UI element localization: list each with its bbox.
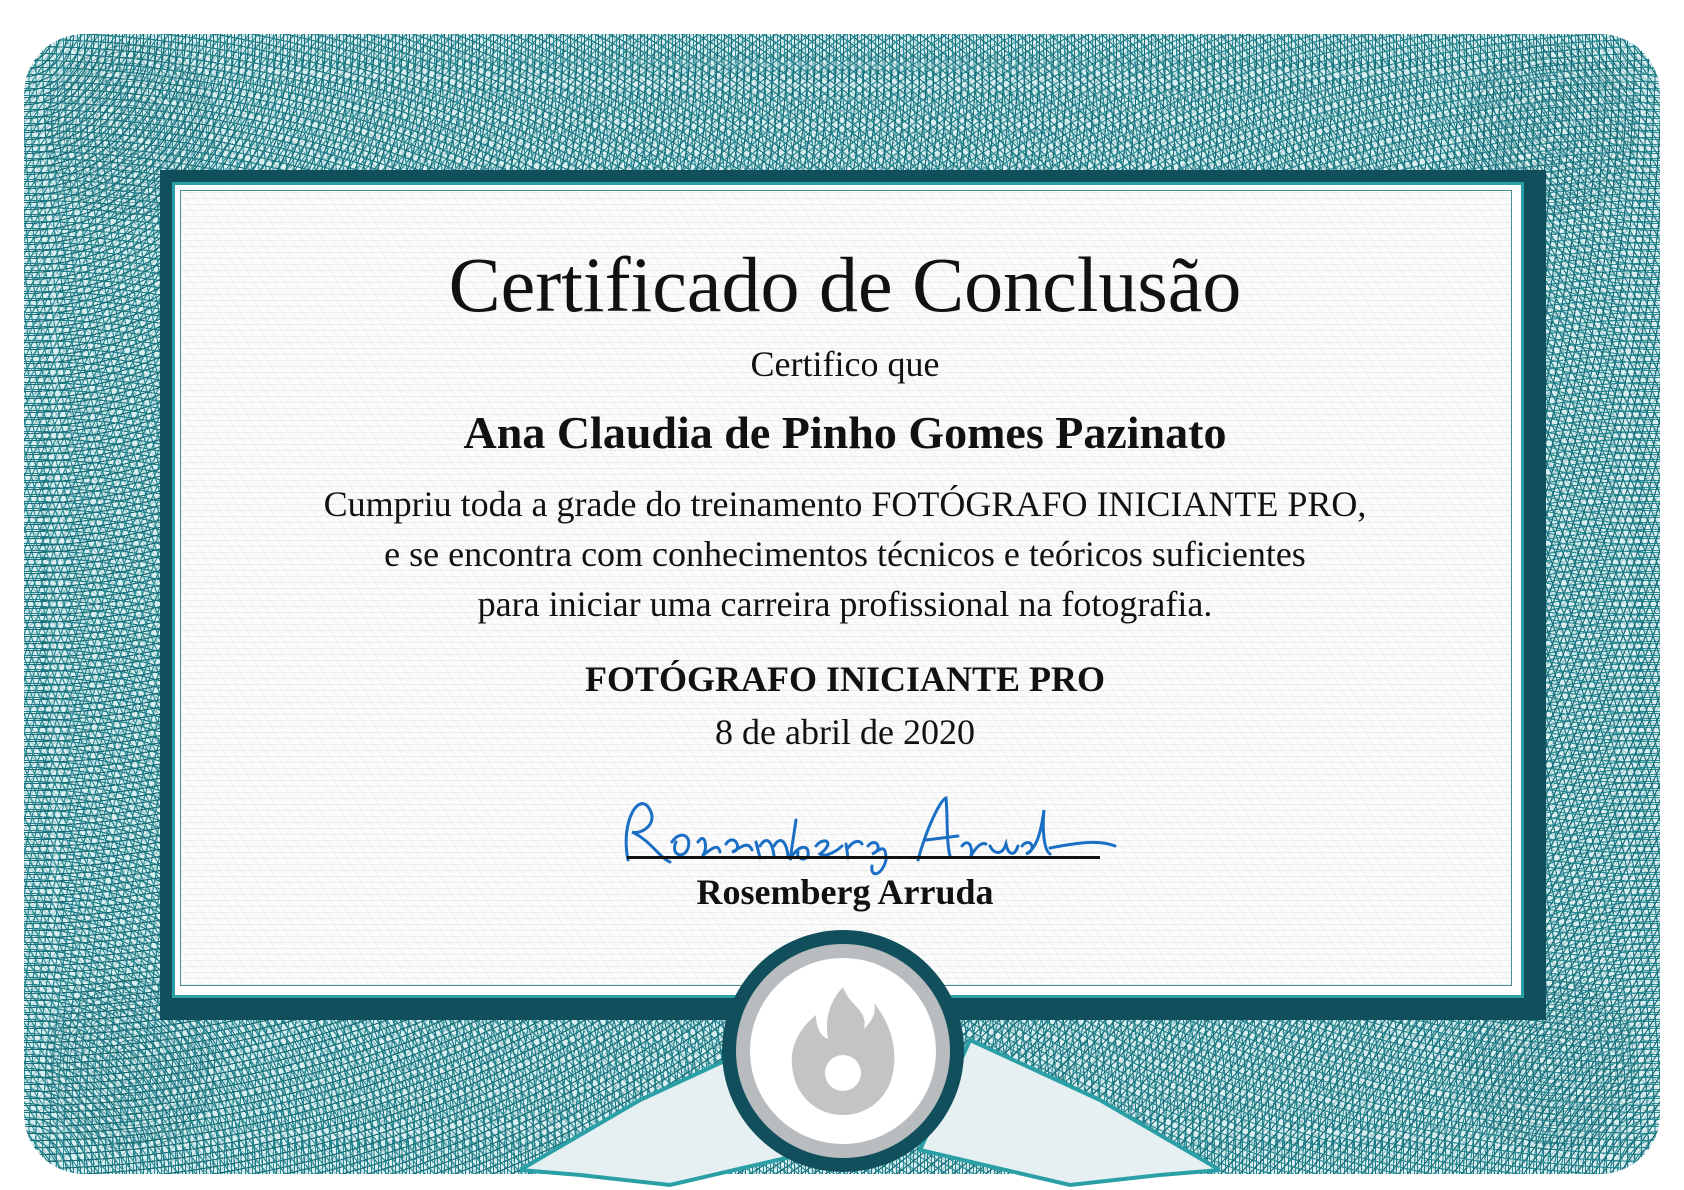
body-line: e se encontra com conhecimentos técnicos e teóricos suficientes (384, 534, 1306, 574)
signer-name: Rosemberg Arruda (696, 872, 994, 912)
body-line: Cumpriu toda a grade do treinamento FOTÓGRAFO INICIANTE PRO, (323, 484, 1367, 524)
body-line: para iniciar uma carreira profissional na fotografia. (477, 584, 1213, 624)
intro-text: Certifico que (750, 344, 940, 384)
signature (610, 780, 1120, 880)
recipient-name: Ana Claudia de Pinho Gomes Pazinato (463, 407, 1227, 458)
course-name: FOTÓGRAFO INICIANTE PRO (584, 659, 1106, 699)
flame-icon (790, 985, 896, 1117)
certificate-title: Certificado de Conclusão (448, 241, 1242, 328)
signature-line (627, 856, 1100, 859)
issue-date: 8 de abril de 2020 (715, 712, 975, 752)
